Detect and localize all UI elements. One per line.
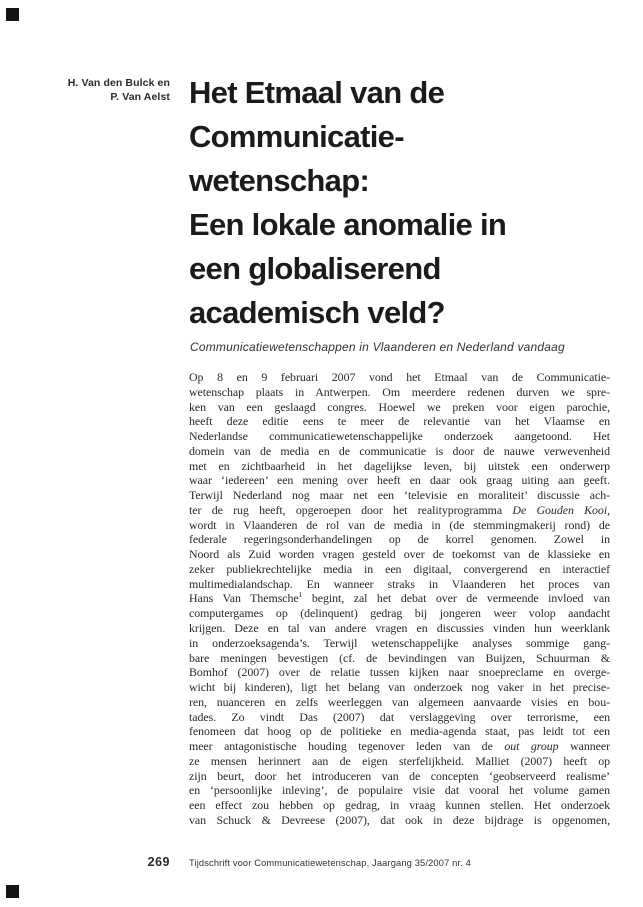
article-subtitle: Communicatiewetenschappen in Vlaanderen en Nederland vandaag (190, 340, 565, 354)
author-line: P. Van Aelst (110, 90, 170, 103)
page-number: 269 (147, 855, 170, 869)
body-line: van Schuck & Devreese (2007), dat ook in deze bijdrage is opgenomen, (189, 812, 610, 827)
body-line: bare meningen bevestigen (cf. de bevindingen van Buijzen, Schuurman & (189, 650, 610, 665)
body-line: krijgen. Deze en tal van andere vragen en discussies vinden hun weerklank (189, 621, 610, 636)
body-line: ken van een geslaagd congres. Hoewel we preken voor eigen parochie, (189, 399, 610, 414)
body-line: tades. Zo vindt Das (2007) dat verslaggeving over terrorisme, een (189, 709, 610, 724)
body-line: multimedialandschap. En wanneer straks in Vlaanderen het proces van (189, 576, 610, 591)
body-line: in onderzoeksagenda’s. Terwijl wetenschappelijke analyses sommige gang- (189, 635, 610, 650)
body-line: federale regeringsonderhandelingen op de korrel genomen. Zowel in (189, 532, 610, 547)
page-footer (0, 855, 643, 869)
body-line: fenomeen dat hoog op de politieke en media-agenda staat, pas leidt tot een (189, 724, 610, 739)
body-line: computergames op (delinquent) gedrag bij jongeren weer volop aandacht (189, 606, 610, 621)
body-line: Terwijl Nederland nog maar net een ‘televisie en moraliteit’ discussie ach- (189, 488, 610, 503)
title-line: een globaliserend (189, 251, 441, 286)
body-line: wicht bij kinderen), ligt het belang van onderzoek nog vaker in het precise- (189, 680, 610, 695)
body-line: heeft deze editie eens te meer de relevantie van het Vlaamse en (189, 414, 610, 429)
body-line: waar ‘iedereen’ een mening over heeft en daar ook graag uiting aan geeft. (189, 473, 610, 488)
body-line: Bomhof (2007) over de relatie tussen kijken naar snoepreclame en overge- (189, 665, 610, 680)
body-line: en ‘persoonlijke inleving’, de populaire visie dat vooral het volume gamen (189, 783, 610, 798)
body-line: domein van de media en de communicatie is door de nauwe verwevenheid (189, 443, 610, 458)
body-line: een effect zou hebben op gedrag, in vraag kunnen stellen. Het onderzoek (189, 798, 610, 813)
body-line: Op 8 en 9 februari 2007 vond het Etmaal van de Communicatie- (189, 370, 610, 384)
body-line: ter de rug heeft, opgeroepen door het realityprogramma De Gouden Kooi, (189, 502, 610, 517)
footnote-marker: 1 (298, 590, 303, 600)
body-line: ren, nuanceren en zelfs weerleggen van algemeen aanvaarde visies en bou- (189, 694, 610, 709)
article-title (189, 71, 506, 335)
title-line: Het Etmaal van de (189, 75, 445, 110)
author-block (0, 77, 170, 104)
registration-mark-top (6, 8, 19, 21)
journal-name: Tijdschrift voor Communicatiewetenschap, Jaargang 35/2007 nr. 4 (189, 858, 471, 868)
title-line: Communicatie- (189, 119, 404, 154)
title-line: wetenschap: (189, 163, 370, 198)
body-line: meer antagonistische houding tegenover leden van de out group wanneer (189, 739, 610, 754)
body-line: Noord als Zuid worden vragen gesteld over de toekomst van de klassieke en (189, 547, 610, 562)
author-line: H. Van den Bulck en (67, 77, 170, 89)
body-line: met en zichtbaarheid in het dagelijkse leven, bij uitstek een onderwerp (189, 458, 610, 473)
body-line: Hans Van Themsche$^1$ begint, zal het debat over de vermeende invloed van (189, 590, 610, 606)
title-line: Een lokale anomalie in (189, 207, 507, 242)
body-line: wordt in Vlaanderen de rol van de media in (de stemmingmakerij rond) de (189, 517, 610, 532)
article-body (189, 370, 610, 828)
body-line: wetenschap plaats in Antwerpen. Om meerdere redenen durven we spre- (189, 384, 610, 399)
body-line: ze mensen herinnert aan de eigen sterfelijkheid. Malliet (2007) heeft op (189, 753, 610, 768)
body-line: zijn beurt, door het introduceren van de concepten ‘geobserveerd realisme’ (189, 768, 610, 783)
title-line: academisch veld? (189, 295, 445, 330)
body-line: zeker publiekrechtelijke media in een digitaal, convergerend en interactief (189, 561, 610, 576)
registration-mark-bottom (6, 885, 19, 898)
body-line: Nederlandse communicatiewetenschappelijke onderzoek aangetoond. Het (189, 429, 610, 444)
